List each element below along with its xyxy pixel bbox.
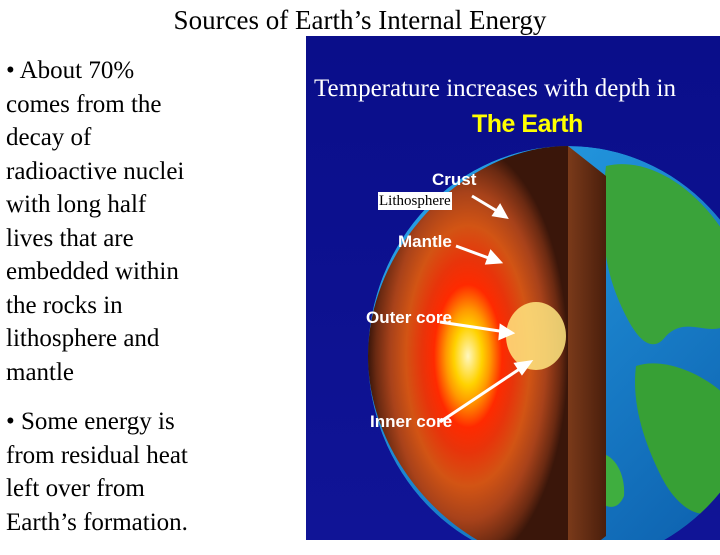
cut-plane <box>568 146 606 540</box>
earth-cutaway-figure <box>306 36 720 540</box>
label-inner-core: Inner core <box>370 412 453 431</box>
label-crust: Crust <box>432 170 477 189</box>
label-outer-core: Outer core <box>366 308 452 327</box>
inner-core <box>506 302 566 370</box>
bullet-list <box>6 54 296 555</box>
slide-title: Sources of Earth’s Internal Energy <box>173 5 547 35</box>
figure-heading: Temperature increases with depth in <box>314 75 676 102</box>
bullet-radioactive-decay: • About 70% comes from the decay of radioactive nuclei with long half lives that are embedded within the rocks in lithosphere and mantle <box>6 57 185 386</box>
bullet-residual-heat: • Some energy is from residual heat left over from Earth’s formation. <box>6 408 188 536</box>
figure-brand: The Earth <box>472 110 583 138</box>
label-lithosphere: Lithosphere <box>379 193 451 209</box>
label-mantle: Mantle <box>398 232 452 251</box>
